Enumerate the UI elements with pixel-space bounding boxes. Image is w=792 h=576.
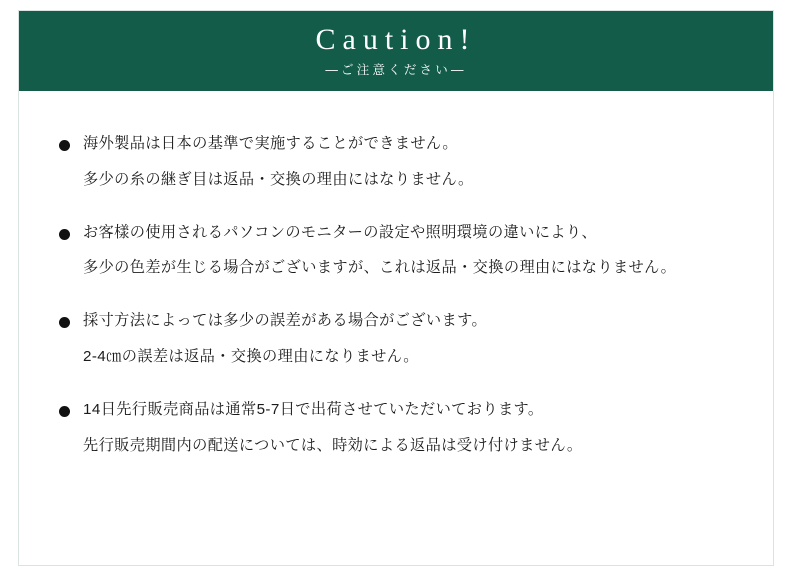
note-line: お客樣の使用されるパソコンのモニターの設定や照明環境の違いにより、 xyxy=(83,223,598,241)
note-line: 多少の色差が生じる場合がございますが、これは返品・交換の理由にはなりません。 xyxy=(83,259,677,277)
bullet-icon xyxy=(59,317,70,328)
list-item xyxy=(19,399,773,458)
note-text xyxy=(83,133,755,192)
note-line: 海外製品は日本の基準で実施することができません。 xyxy=(83,135,459,152)
note-line: 2-4㎝の誤差は返品・交換の理由になりません。 xyxy=(83,347,419,365)
bullet-icon xyxy=(59,140,70,151)
note-line: 多少の糸の継ぎ目は返品・交換の理由にはなりません。 xyxy=(83,170,474,188)
caution-header xyxy=(19,11,773,91)
list-item xyxy=(19,222,773,281)
list-item xyxy=(19,310,773,369)
note-line: 採寸方法によっては多少の誤差がある場合がございます。 xyxy=(83,312,488,330)
caution-card xyxy=(18,10,774,566)
bullet-icon xyxy=(59,406,70,417)
note-text xyxy=(83,399,755,458)
list-item xyxy=(19,133,773,192)
bullet-icon xyxy=(59,229,70,240)
note-line: 先行販売期間内の配送については、時効による返品は受け付けません。 xyxy=(83,436,583,454)
page-subtitle: —ご注意ください— xyxy=(325,63,467,78)
note-text xyxy=(83,222,755,281)
page-title: Caution! xyxy=(315,23,477,57)
note-text xyxy=(83,310,755,369)
note-line: 14日先行販売商品は通常5-7日で出荷させていただいております。 xyxy=(83,400,544,418)
caution-body xyxy=(19,91,773,457)
